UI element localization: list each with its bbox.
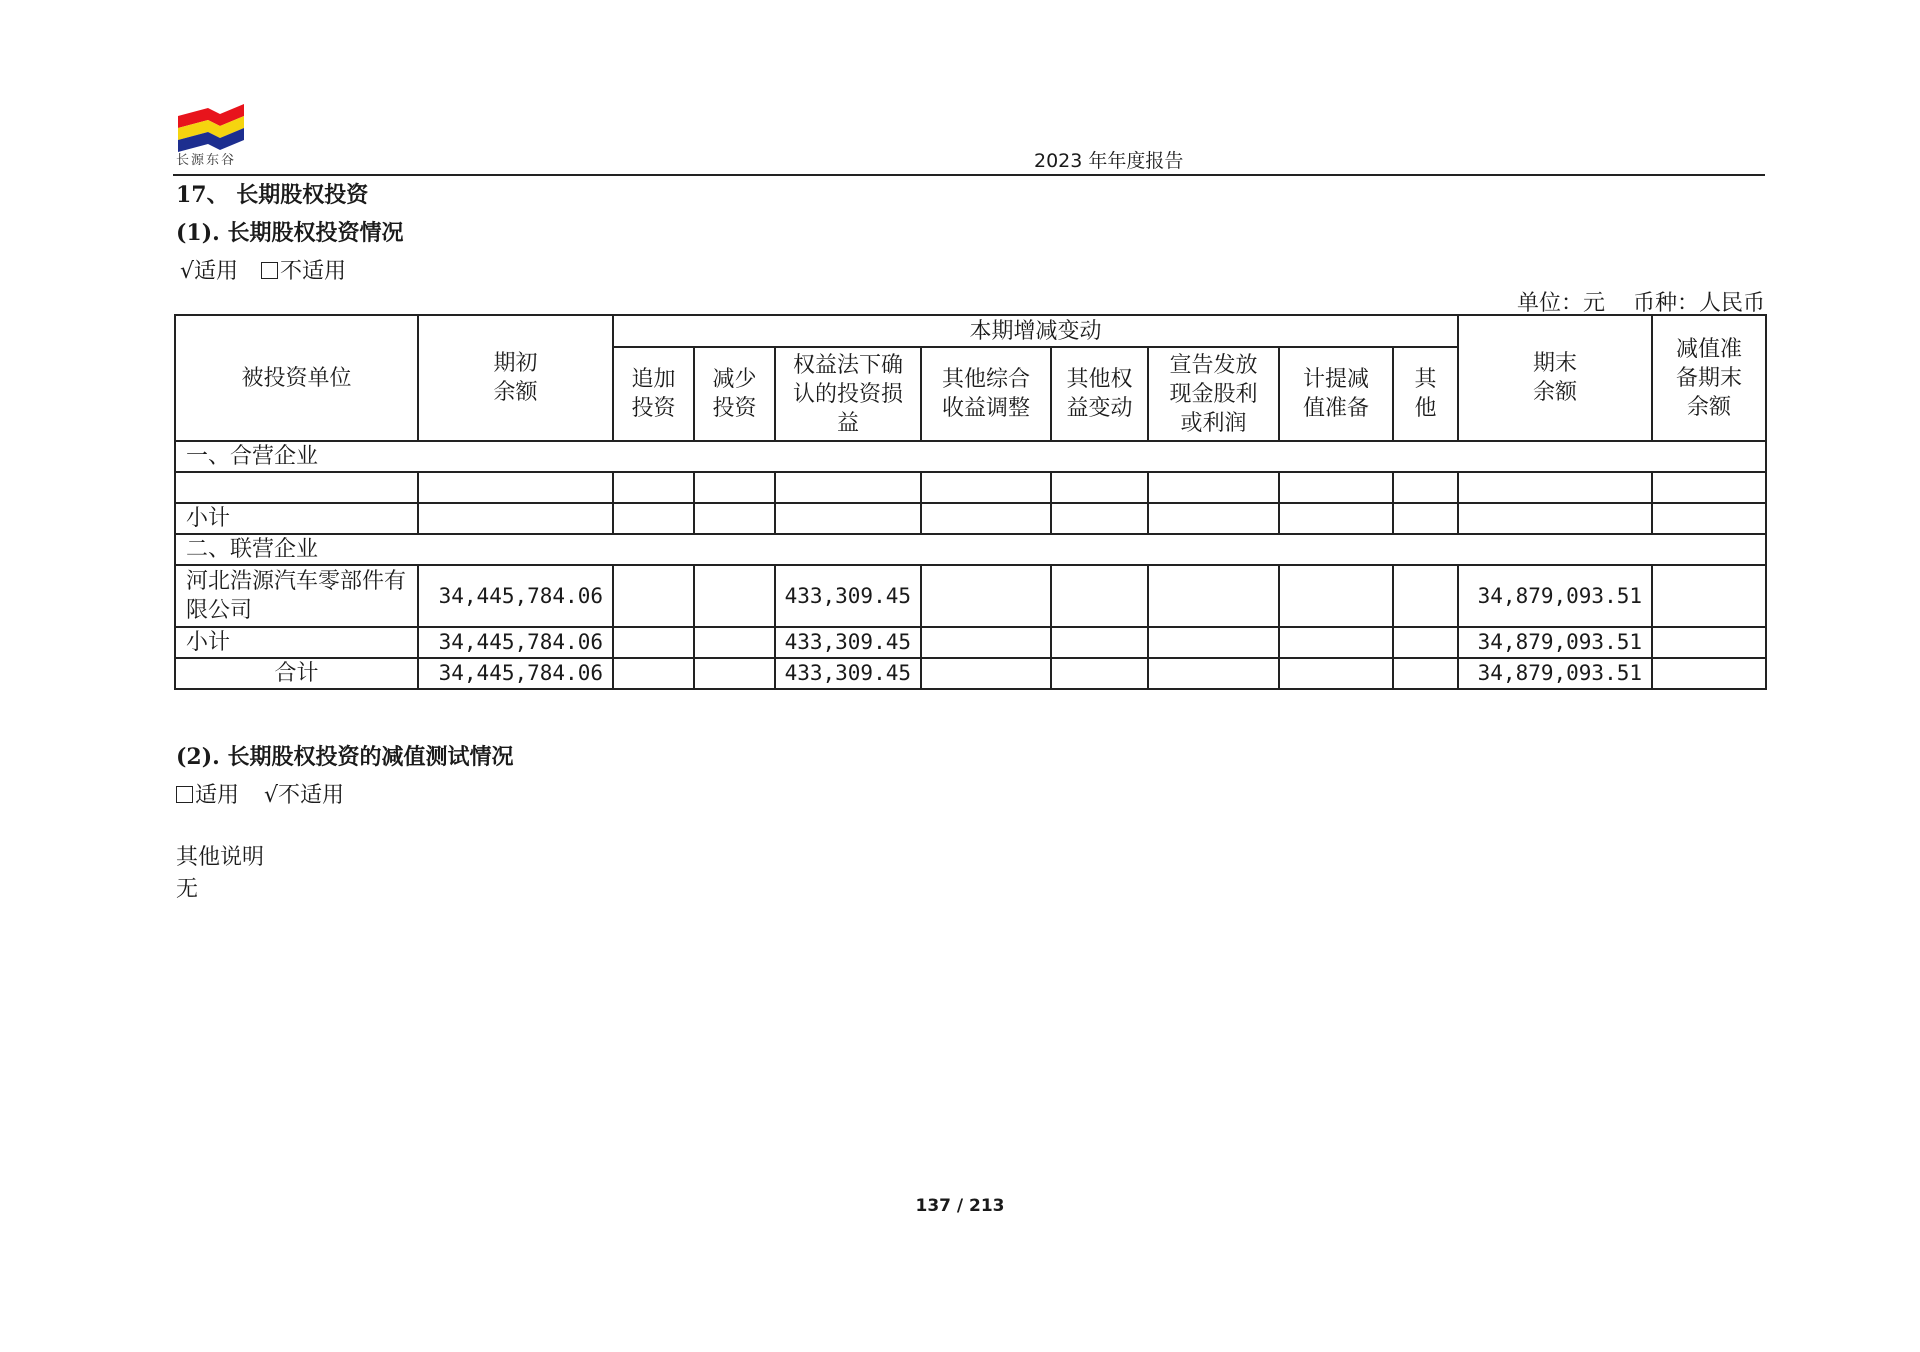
associate-closing: 34,879,093.51: [1458, 565, 1652, 627]
currency-label: 币种：人民币: [1632, 291, 1765, 316]
sub2-applicable-label: 适用: [195, 783, 240, 808]
table-row-jv-subtotal: [175, 503, 1766, 534]
header-investee: 被投资单位: [175, 315, 418, 441]
header-period-change-group: 本期增减变动: [613, 315, 1458, 347]
header-closing-balance: 期末 余额: [1458, 315, 1652, 441]
header-oci-adjustment: 其他综合 收益调整: [921, 347, 1051, 441]
subsection-1-title: (1). 长期股权投资情况: [176, 220, 404, 246]
header-impairment-provision: 计提减 值准备: [1279, 347, 1393, 441]
checkbox-empty-icon: [261, 262, 278, 279]
sub1-not-applicable-label: 不适用: [280, 259, 347, 284]
header-equity-method-income: 权益法下确 认的投资损 益: [775, 347, 921, 441]
checkbox-empty-icon: [176, 786, 193, 803]
assoc-subtotal-equity-income: 433,309.45: [775, 627, 921, 658]
header-reduced-investment: 减少 投资: [694, 347, 775, 441]
assoc-subtotal-label: 小计: [175, 627, 418, 658]
report-title: 2023 年年度报告: [1034, 150, 1184, 172]
logo-text: 长源东谷: [176, 153, 237, 168]
associate-equity-income: 433,309.45: [775, 565, 921, 627]
section-title: 17、 长期股权投资: [176, 182, 369, 208]
sub1-applicable-option: [180, 254, 238, 285]
header-impairment-closing: 减值准 备期末 余额: [1652, 315, 1766, 441]
table-row-empty: [175, 472, 1766, 503]
page-number: 137 / 213: [915, 1196, 1005, 1216]
sub1-applicable-label: √适用: [180, 259, 239, 284]
header-opening-balance: 期初 余额: [418, 315, 613, 441]
subsection-2-title: (2). 长期股权投资的减值测试情况: [176, 744, 514, 770]
sub1-not-applicable-option: [261, 254, 346, 285]
other-notes-value: 无: [176, 877, 199, 902]
section-row-associates: 二、联营企业: [175, 534, 1766, 565]
total-equity-income: 433,309.45: [775, 658, 921, 689]
header-other: 其 他: [1393, 347, 1458, 441]
header-additional-investment: 追加 投资: [613, 347, 694, 441]
table-row-assoc-subtotal: [175, 627, 1766, 658]
header-other-equity-change: 其他权 益变动: [1051, 347, 1148, 441]
jv-subtotal-label: 小计: [175, 503, 418, 534]
other-notes-label: 其他说明: [176, 845, 265, 870]
associate-name: 河北浩源汽车零部件有限公司: [175, 565, 418, 627]
sub2-not-applicable-label: √不适用: [264, 783, 345, 808]
unit-currency-line: [1517, 286, 1765, 317]
header-dividends-declared: 宣告发放 现金股利 或利润: [1148, 347, 1279, 441]
unit-label: 单位：元: [1516, 291, 1605, 316]
section-row-joint-ventures: 一、合营企业: [175, 441, 1766, 472]
long-term-equity-investment-table: [174, 314, 1767, 690]
sub2-not-applicable-option: [264, 778, 344, 809]
total-closing: 34,879,093.51: [1458, 658, 1652, 689]
sub2-applicable-option: [176, 778, 239, 809]
header-rule: [173, 174, 1765, 176]
assoc-subtotal-closing: 34,879,093.51: [1458, 627, 1652, 658]
total-opening: 34,445,784.06: [418, 658, 613, 689]
total-label: 合计: [175, 658, 418, 689]
associate-opening: 34,445,784.06: [418, 565, 613, 627]
table-row-associate: [175, 565, 1766, 627]
table-row-total: [175, 658, 1766, 689]
assoc-subtotal-opening: 34,445,784.06: [418, 627, 613, 658]
